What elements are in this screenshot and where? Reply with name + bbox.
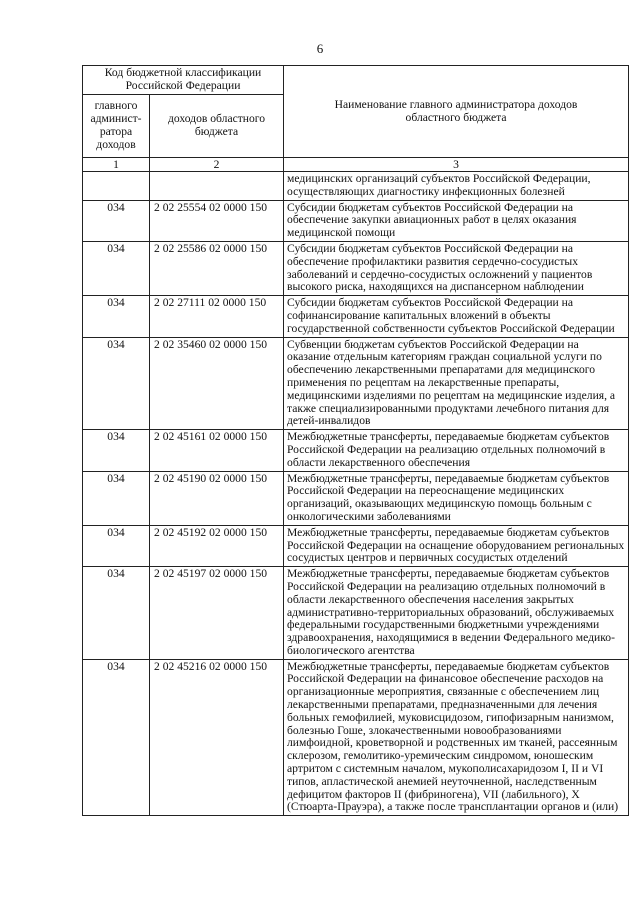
header-col3-title [284,66,629,158]
table-row [83,525,629,566]
row-admin-code: 034 [83,430,150,471]
col1-number: 1 [83,158,150,172]
row-name: Субвенции бюджетам субъектов Российской Федерации на оказание отдельным категориям граждан социальной услуги по обеспечению лекарственными препаратами для медицинского применения по рецептам на лекарственные препараты, медицинскими изделиями по рецептам на медицинские изделия, а также специализированными продуктами лечебного питания для детей-инвалидов [284,337,629,430]
row-name: Субсидии бюджетам субъектов Российской Федерации на обеспечение закупки авиационных работ в целях оказания медицинской помощи [284,200,629,241]
table-row [83,241,629,295]
row-name: Межбюджетные трансферты, передаваемые бюджетам субъектов Российской Федерации на реализацию отдельных полномочий в области лекарственного обеспечения [284,430,629,471]
col2-number: 2 [150,158,284,172]
row-name: Субсидии бюджетам субъектов Российской Федерации на обеспечение профилактики развития сердечно-сосудистых заболеваний и сердечно-сосудистых осложнений у пациентов высокого риска, находящихся на диспансерном наблюдении [284,241,629,295]
table-row [83,172,629,201]
row-name: Межбюджетные трансферты, передаваемые бюджетам субъектов Российской Федерации на реализацию отдельных полномочий в области лекарственного обеспечения населения закрытых административно-территориальных образований, обслуживаемых федеральными государственными бюджетными учреждениями здравоохранения, находящимися в ведении Федерального медико-биологического агентства [284,567,629,660]
column-number-row [83,158,629,172]
row-budget-code: 2 02 45216 02 0000 150 [150,659,284,816]
row-budget-code: 2 02 45161 02 0000 150 [150,430,284,471]
header-group-title: Код бюджетной классификации Российской Федерации [83,66,284,95]
page-number: 6 [316,41,324,56]
row-admin-code: 034 [83,567,150,660]
row-budget-code: 2 02 27111 02 0000 150 [150,296,284,337]
row-admin-code [83,172,150,201]
row-admin-code: 034 [83,241,150,295]
row-name: Межбюджетные трансферты, передаваемые бюджетам субъектов Российской Федерации на переоснащение медицинских организаций, оказывающих медицинскую помощь больным с онкологическими заболеваниями [284,471,629,525]
row-budget-code [150,172,284,201]
header-col1-title: главного админист-ратора доходов [83,95,150,158]
row-admin-code: 034 [83,471,150,525]
col3-number: 3 [284,158,629,172]
table-row [83,659,629,816]
row-admin-code: 034 [83,525,150,566]
row-admin-code: 034 [83,659,150,816]
table-row [83,200,629,241]
header-col2-text: доходов областного бюджета [167,112,266,138]
row-budget-code: 2 02 45197 02 0000 150 [150,567,284,660]
row-admin-code: 034 [83,200,150,241]
header-col3-text: Наименование главного администратора доходов областного бюджета [334,97,578,124]
row-name: медицинских организаций субъектов Российской Федерации, осуществляющих диагностику инфекционных болезней [284,172,629,201]
table-header-row [83,66,629,95]
header-col2-title [150,95,284,158]
row-admin-code: 034 [83,337,150,430]
row-budget-code: 2 02 45190 02 0000 150 [150,471,284,525]
row-admin-code: 034 [83,296,150,337]
row-name: Межбюджетные трансферты, передаваемые бюджетам субъектов Российской Федерации на финансовое обеспечение расходов на организационные мероприятия, связанные с обеспечением лиц лекарственными препаратами, предназначенными для лечения больных гемофилией, муковисцидозом, гипофизарным нанизмом, болезнью Гоше, злокачественными новообразованиями лимфоидной, кроветворной и родственных им тканей, рассеянным склерозом, гемолитико-уремическим синдромом, юношеским артритом с системным началом, мукополисахаридозом I, II и VI типов, апластической анемией неуточненной, наследственным дефицитом факторов II (фибриногена), VII (лабильного), X (Стюарта-Прауэра), а также после трансплантации органов и (или) [284,659,629,816]
budget-classification-table [82,65,629,816]
row-name: Субсидии бюджетам субъектов Российской Федерации на софинансирование капитальных вложений в объекты государственной собственности субъектов Российской Федерации [284,296,629,337]
table-row [83,567,629,660]
table-row [83,296,629,337]
table-row [83,337,629,430]
row-budget-code: 2 02 45192 02 0000 150 [150,525,284,566]
table-row [83,471,629,525]
table-row [83,430,629,471]
row-budget-code: 2 02 35460 02 0000 150 [150,337,284,430]
row-name: Межбюджетные трансферты, передаваемые бюджетам субъектов Российской Федерации на оснащение оборудованием региональных сосудистых центров и первичных сосудистых отделений [284,525,629,566]
row-budget-code: 2 02 25586 02 0000 150 [150,241,284,295]
row-budget-code: 2 02 25554 02 0000 150 [150,200,284,241]
